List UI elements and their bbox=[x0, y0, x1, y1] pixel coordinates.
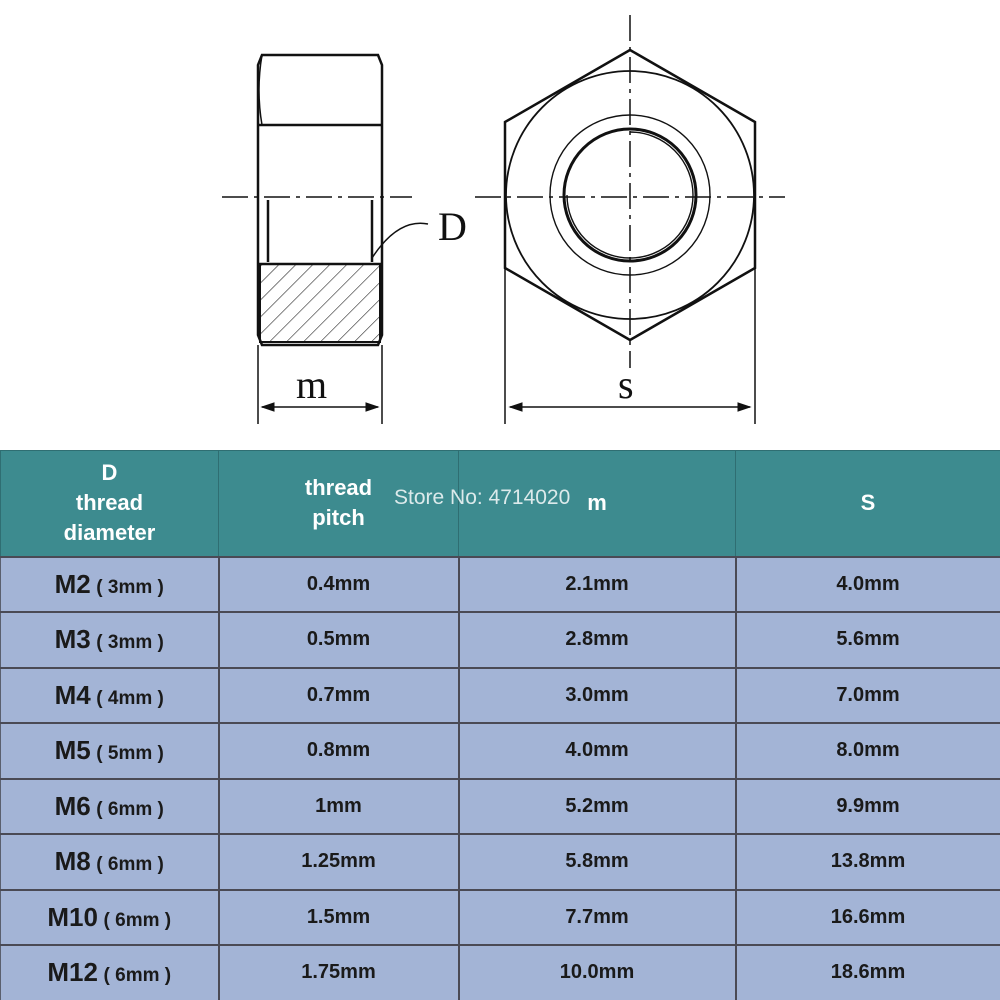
cell-s: 7.0mm bbox=[736, 668, 1000, 724]
header-thread-pitch bbox=[219, 451, 459, 557]
size-label: M5 bbox=[54, 735, 91, 766]
cell-size bbox=[1, 668, 219, 724]
inner-size-label: ( 6mm ) bbox=[96, 798, 164, 820]
cell-pitch: 1.75mm bbox=[219, 945, 459, 1000]
header-line: m bbox=[587, 490, 607, 516]
cell-m: 7.7mm bbox=[459, 890, 736, 946]
cell-size bbox=[1, 557, 219, 613]
height-label: m bbox=[296, 362, 328, 407]
cell-size bbox=[1, 890, 219, 946]
header-line: thread bbox=[75, 490, 144, 516]
table-body bbox=[1, 557, 1000, 1000]
cell-s: 4.0mm bbox=[736, 557, 1000, 613]
table-row bbox=[1, 779, 1000, 835]
inner-size-label: ( 3mm ) bbox=[96, 632, 164, 654]
hatched-section bbox=[260, 264, 380, 342]
hex-nut-technical-drawing bbox=[0, 0, 1000, 448]
cell-s: 18.6mm bbox=[736, 945, 1000, 1000]
header-line: diameter bbox=[63, 520, 156, 546]
header-line: thread bbox=[304, 475, 373, 501]
table-row bbox=[1, 723, 1000, 779]
diameter-leader bbox=[372, 223, 428, 258]
inner-size-label: ( 6mm ) bbox=[103, 909, 172, 931]
store-watermark: Store No: 4714020 bbox=[394, 486, 571, 509]
table-header bbox=[1, 451, 1000, 557]
cell-pitch: 1.5mm bbox=[219, 890, 459, 946]
size-label: M10 bbox=[47, 901, 98, 932]
table-row bbox=[1, 612, 1000, 668]
cell-pitch: 0.7mm bbox=[219, 668, 459, 724]
inner-size-label: ( 6mm ) bbox=[103, 965, 172, 987]
header-row bbox=[1, 451, 1000, 557]
hex-nut-drawing-svg bbox=[0, 0, 1000, 448]
header-s bbox=[736, 451, 1000, 557]
cell-size bbox=[1, 723, 219, 779]
cell-pitch: 1mm bbox=[219, 779, 459, 835]
header-thread-diameter bbox=[1, 451, 219, 557]
cell-s: 5.6mm bbox=[736, 612, 1000, 668]
header-line: D bbox=[101, 460, 118, 486]
cell-m: 10.0mm bbox=[459, 945, 736, 1000]
cell-m: 5.2mm bbox=[459, 779, 736, 835]
cell-size bbox=[1, 834, 219, 890]
header-line: pitch bbox=[312, 505, 365, 531]
cell-pitch: 0.8mm bbox=[219, 723, 459, 779]
inner-size-label: ( 3mm ) bbox=[96, 576, 164, 598]
cell-m: 2.8mm bbox=[459, 612, 736, 668]
cell-s: 13.8mm bbox=[736, 834, 1000, 890]
table-row bbox=[1, 945, 1000, 1000]
header-line: S bbox=[860, 490, 876, 516]
cell-m: 2.1mm bbox=[459, 557, 736, 613]
size-label: M6 bbox=[54, 790, 91, 821]
cell-m: 5.8mm bbox=[459, 834, 736, 890]
cell-s: 16.6mm bbox=[736, 890, 1000, 946]
cell-size bbox=[1, 779, 219, 835]
cell-m: 3.0mm bbox=[459, 668, 736, 724]
table-row bbox=[1, 557, 1000, 613]
cell-m: 4.0mm bbox=[459, 723, 736, 779]
table-row bbox=[1, 668, 1000, 724]
cell-pitch: 1.25mm bbox=[219, 834, 459, 890]
inner-size-label: ( 4mm ) bbox=[96, 687, 164, 709]
width-label: s bbox=[618, 362, 634, 407]
table-row bbox=[1, 890, 1000, 946]
size-label: M2 bbox=[54, 568, 91, 599]
inner-size-label: ( 5mm ) bbox=[96, 743, 164, 765]
size-label: M12 bbox=[47, 957, 98, 988]
cell-s: 9.9mm bbox=[736, 779, 1000, 835]
size-label: M8 bbox=[54, 846, 91, 877]
header-m bbox=[459, 451, 736, 557]
table-row bbox=[1, 834, 1000, 890]
cell-s: 8.0mm bbox=[736, 723, 1000, 779]
cell-size bbox=[1, 945, 219, 1000]
inner-size-label: ( 6mm ) bbox=[96, 854, 164, 876]
diameter-label: D bbox=[438, 204, 467, 249]
nut-spec-table bbox=[0, 450, 1000, 1000]
size-label: M4 bbox=[54, 679, 91, 710]
size-label: M3 bbox=[54, 624, 91, 655]
cell-size bbox=[1, 612, 219, 668]
cell-pitch: 0.4mm bbox=[219, 557, 459, 613]
cell-pitch: 0.5mm bbox=[219, 612, 459, 668]
